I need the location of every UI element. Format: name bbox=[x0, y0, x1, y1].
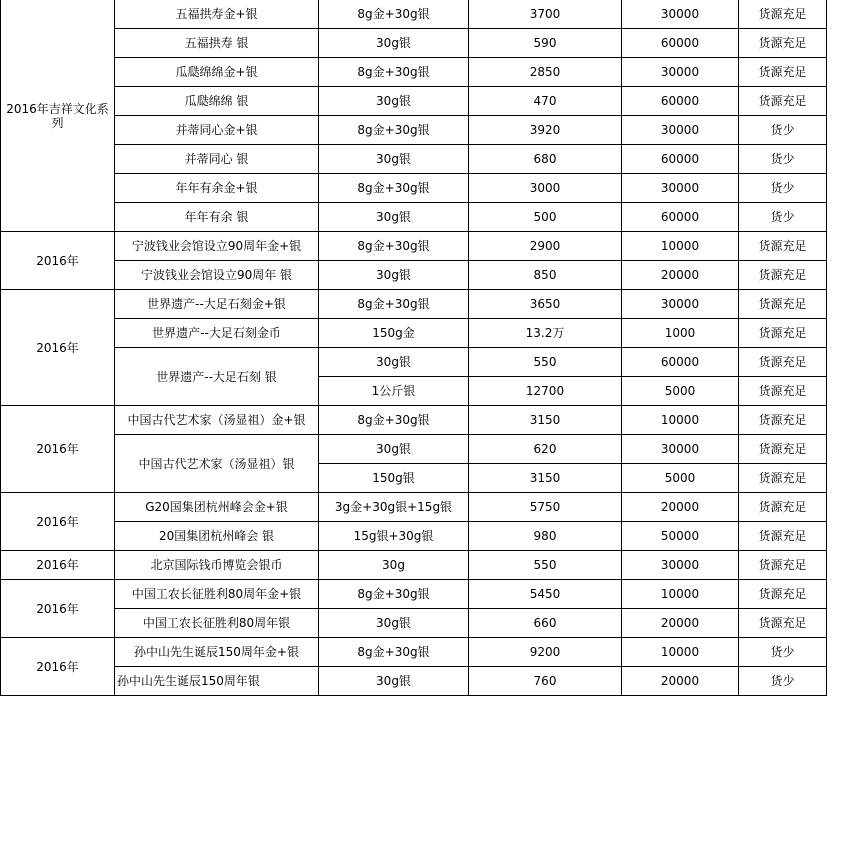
status-cell: 货少 bbox=[739, 203, 827, 232]
status-cell: 货源充足 bbox=[739, 551, 827, 580]
table-row bbox=[1, 348, 827, 377]
quantity-cell: 30000 bbox=[622, 290, 739, 319]
quantity-cell: 60000 bbox=[622, 203, 739, 232]
quantity-cell: 10000 bbox=[622, 406, 739, 435]
table-row bbox=[1, 0, 827, 29]
quantity-cell: 20000 bbox=[622, 609, 739, 638]
status-cell: 货源充足 bbox=[739, 493, 827, 522]
coin-name-cell: 年年有余 银 bbox=[115, 203, 319, 232]
price-cell: 760 bbox=[469, 667, 622, 696]
quantity-cell: 1000 bbox=[622, 319, 739, 348]
spec-cell: 8g金+30g银 bbox=[319, 174, 469, 203]
series-group-cell: 2016年 bbox=[1, 232, 115, 290]
spec-cell: 8g金+30g银 bbox=[319, 406, 469, 435]
spec-cell: 30g银 bbox=[319, 348, 469, 377]
price-cell: 2850 bbox=[469, 58, 622, 87]
table-row bbox=[1, 174, 827, 203]
status-cell: 货源充足 bbox=[739, 87, 827, 116]
spec-cell: 8g金+30g银 bbox=[319, 58, 469, 87]
quantity-cell: 5000 bbox=[622, 464, 739, 493]
spec-cell: 30g银 bbox=[319, 609, 469, 638]
status-cell: 货源充足 bbox=[739, 319, 827, 348]
spec-cell: 8g金+30g银 bbox=[319, 116, 469, 145]
spec-cell: 3g金+30g银+15g银 bbox=[319, 493, 469, 522]
spec-cell: 8g金+30g银 bbox=[319, 580, 469, 609]
table-row bbox=[1, 203, 827, 232]
coin-name-cell: 中国古代艺术家（汤显祖）银 bbox=[115, 435, 319, 493]
spec-cell: 8g金+30g银 bbox=[319, 0, 469, 29]
spec-cell: 150g金 bbox=[319, 319, 469, 348]
series-group-cell: 2016年吉祥文化系列 bbox=[1, 0, 115, 232]
quantity-cell: 20000 bbox=[622, 493, 739, 522]
price-cell: 850 bbox=[469, 261, 622, 290]
table-row bbox=[1, 435, 827, 464]
spec-cell: 30g bbox=[319, 551, 469, 580]
status-cell: 货源充足 bbox=[739, 435, 827, 464]
table-row bbox=[1, 406, 827, 435]
coin-name-cell: 并蒂同心金+银 bbox=[115, 116, 319, 145]
spec-cell: 8g金+30g银 bbox=[319, 232, 469, 261]
quantity-cell: 20000 bbox=[622, 261, 739, 290]
coin-name-cell: 20国集团杭州峰会 银 bbox=[115, 522, 319, 551]
table-row bbox=[1, 29, 827, 58]
status-cell: 货少 bbox=[739, 667, 827, 696]
status-cell: 货源充足 bbox=[739, 348, 827, 377]
coin-name-cell: 世界遗产--大足石刻金+银 bbox=[115, 290, 319, 319]
table-row bbox=[1, 116, 827, 145]
spec-cell: 30g银 bbox=[319, 145, 469, 174]
status-cell: 货源充足 bbox=[739, 0, 827, 29]
spec-cell: 8g金+30g银 bbox=[319, 638, 469, 667]
coin-name-cell: 世界遗产--大足石刻 银 bbox=[115, 348, 319, 406]
coin-name-cell: 北京国际钱币博览会银币 bbox=[115, 551, 319, 580]
quantity-cell: 10000 bbox=[622, 638, 739, 667]
coin-name-cell: 五福拱寿金+银 bbox=[115, 0, 319, 29]
spec-cell: 15g银+30g银 bbox=[319, 522, 469, 551]
price-cell: 2900 bbox=[469, 232, 622, 261]
status-cell: 货源充足 bbox=[739, 580, 827, 609]
status-cell: 货源充足 bbox=[739, 290, 827, 319]
coin-name-cell: 孙中山先生诞辰150周年银 bbox=[115, 667, 319, 696]
coin-name-cell: 中国工农长征胜利80周年银 bbox=[115, 609, 319, 638]
price-cell: 660 bbox=[469, 609, 622, 638]
status-cell: 货源充足 bbox=[739, 522, 827, 551]
spec-cell: 30g银 bbox=[319, 435, 469, 464]
price-cell: 3150 bbox=[469, 406, 622, 435]
table-row bbox=[1, 290, 827, 319]
quantity-cell: 10000 bbox=[622, 580, 739, 609]
quantity-cell: 50000 bbox=[622, 522, 739, 551]
spec-cell: 30g银 bbox=[319, 667, 469, 696]
price-cell: 550 bbox=[469, 348, 622, 377]
spec-cell: 30g银 bbox=[319, 203, 469, 232]
quantity-cell: 30000 bbox=[622, 116, 739, 145]
price-cell: 5450 bbox=[469, 580, 622, 609]
table-row bbox=[1, 638, 827, 667]
table-row bbox=[1, 145, 827, 174]
spec-cell: 30g银 bbox=[319, 87, 469, 116]
price-cell: 680 bbox=[469, 145, 622, 174]
status-cell: 货源充足 bbox=[739, 377, 827, 406]
table-row bbox=[1, 319, 827, 348]
coin-name-cell: 宁波钱业会馆设立90周年金+银 bbox=[115, 232, 319, 261]
status-cell: 货源充足 bbox=[739, 609, 827, 638]
table-row bbox=[1, 87, 827, 116]
series-group-cell: 2016年 bbox=[1, 638, 115, 696]
series-group-cell: 2016年 bbox=[1, 580, 115, 638]
quantity-cell: 30000 bbox=[622, 0, 739, 29]
table-row bbox=[1, 261, 827, 290]
quantity-cell: 30000 bbox=[622, 435, 739, 464]
price-cell: 3920 bbox=[469, 116, 622, 145]
table-row bbox=[1, 609, 827, 638]
price-cell: 550 bbox=[469, 551, 622, 580]
series-group-cell: 2016年 bbox=[1, 493, 115, 551]
series-group-cell: 2016年 bbox=[1, 406, 115, 493]
price-cell: 3150 bbox=[469, 464, 622, 493]
quantity-cell: 5000 bbox=[622, 377, 739, 406]
spec-cell: 8g金+30g银 bbox=[319, 290, 469, 319]
status-cell: 货少 bbox=[739, 174, 827, 203]
quantity-cell: 60000 bbox=[622, 145, 739, 174]
quantity-cell: 20000 bbox=[622, 667, 739, 696]
price-cell: 470 bbox=[469, 87, 622, 116]
price-cell: 13.2万 bbox=[469, 319, 622, 348]
quantity-cell: 30000 bbox=[622, 551, 739, 580]
table-row bbox=[1, 232, 827, 261]
coin-name-cell: 五福拱寿 银 bbox=[115, 29, 319, 58]
status-cell: 货少 bbox=[739, 116, 827, 145]
quantity-cell: 60000 bbox=[622, 348, 739, 377]
price-cell: 590 bbox=[469, 29, 622, 58]
coin-name-cell: 并蒂同心 银 bbox=[115, 145, 319, 174]
price-cell: 620 bbox=[469, 435, 622, 464]
price-cell: 5750 bbox=[469, 493, 622, 522]
status-cell: 货少 bbox=[739, 145, 827, 174]
status-cell: 货源充足 bbox=[739, 58, 827, 87]
quantity-cell: 30000 bbox=[622, 174, 739, 203]
coin-name-cell: 年年有余金+银 bbox=[115, 174, 319, 203]
table-row bbox=[1, 493, 827, 522]
price-cell: 12700 bbox=[469, 377, 622, 406]
coin-name-cell: 中国工农长征胜利80周年金+银 bbox=[115, 580, 319, 609]
status-cell: 货源充足 bbox=[739, 464, 827, 493]
quantity-cell: 60000 bbox=[622, 87, 739, 116]
coin-name-cell: 宁波钱业会馆设立90周年 银 bbox=[115, 261, 319, 290]
status-cell: 货少 bbox=[739, 638, 827, 667]
status-cell: 货源充足 bbox=[739, 29, 827, 58]
price-cell: 3700 bbox=[469, 0, 622, 29]
price-cell: 3650 bbox=[469, 290, 622, 319]
coin-name-cell: 世界遗产--大足石刻金币 bbox=[115, 319, 319, 348]
table-row bbox=[1, 551, 827, 580]
coin-name-cell: 中国古代艺术家（汤显祖）金+银 bbox=[115, 406, 319, 435]
spec-cell: 150g银 bbox=[319, 464, 469, 493]
quantity-cell: 30000 bbox=[622, 58, 739, 87]
price-cell: 9200 bbox=[469, 638, 622, 667]
table-row bbox=[1, 580, 827, 609]
spec-cell: 1公斤银 bbox=[319, 377, 469, 406]
price-cell: 500 bbox=[469, 203, 622, 232]
coin-name-cell: 瓜瓞绵绵金+银 bbox=[115, 58, 319, 87]
quantity-cell: 60000 bbox=[622, 29, 739, 58]
spec-cell: 30g银 bbox=[319, 261, 469, 290]
spec-cell: 30g银 bbox=[319, 29, 469, 58]
status-cell: 货源充足 bbox=[739, 232, 827, 261]
coin-name-cell: G20国集团杭州峰会金+银 bbox=[115, 493, 319, 522]
series-group-cell: 2016年 bbox=[1, 290, 115, 406]
price-cell: 3000 bbox=[469, 174, 622, 203]
coin-name-cell: 孙中山先生诞辰150周年金+银 bbox=[115, 638, 319, 667]
table-row bbox=[1, 58, 827, 87]
price-cell: 980 bbox=[469, 522, 622, 551]
series-group-cell: 2016年 bbox=[1, 551, 115, 580]
coin-name-cell: 瓜瓞绵绵 银 bbox=[115, 87, 319, 116]
quantity-cell: 10000 bbox=[622, 232, 739, 261]
status-cell: 货源充足 bbox=[739, 261, 827, 290]
table-row bbox=[1, 667, 827, 696]
status-cell: 货源充足 bbox=[739, 406, 827, 435]
table-row bbox=[1, 522, 827, 551]
